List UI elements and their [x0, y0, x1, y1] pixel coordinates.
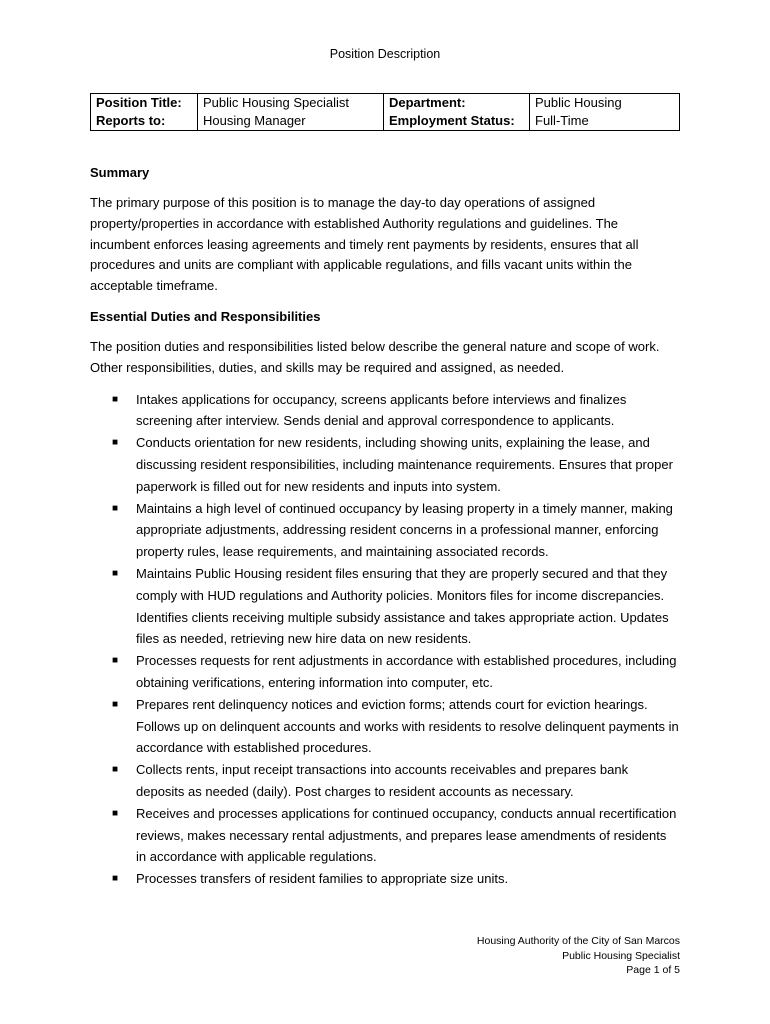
- square-bullet-icon: ■: [112, 567, 119, 579]
- info-row: [91, 94, 680, 113]
- footer-position: Public Housing Specialist: [562, 949, 680, 962]
- square-bullet-icon: ■: [112, 655, 119, 667]
- square-bullet-icon: ■: [112, 807, 119, 819]
- square-bullet-icon: ■: [112, 502, 119, 514]
- square-bullet-icon: ■: [112, 437, 119, 449]
- footer-page-number: Page 1 of 5: [626, 964, 680, 976]
- position-title-label: Position Title:: [91, 94, 198, 113]
- square-bullet-icon: ■: [112, 764, 119, 776]
- document-body: [90, 163, 680, 890]
- footer-organization: Housing Authority of the City of San Marcos: [476, 935, 680, 947]
- duty-text: Collects rents, input receipt transactions into accounts receivables and prepares bank deposits as needed (daily). Post charges to resident accounts as necessary.: [136, 762, 629, 799]
- list-item: [112, 389, 680, 433]
- square-bullet-icon: ■: [112, 698, 119, 710]
- duties-intro: The position duties and responsibilities listed below describe the general nature and scope of work. Other responsibilities, duties, and skills may be required and assigned, as needed.: [90, 338, 660, 375]
- list-item: [112, 759, 680, 803]
- reports-to-label: Reports to:: [91, 112, 198, 131]
- duties-heading: Essential Duties and Responsibilities: [90, 308, 321, 324]
- duty-text: Conducts orientation for new residents, including showing units, explaining the lease, and discussing resident responsibilities, including maintenance requirements. Ensures that proper paperwork is filled out for new residents and inputs into system.: [136, 435, 673, 494]
- info-row: [91, 112, 680, 131]
- page-footer: [477, 934, 680, 978]
- list-item: [112, 563, 680, 650]
- list-item: [112, 498, 680, 563]
- department-value: Public Housing: [530, 94, 680, 113]
- position-title-value: Public Housing Specialist: [198, 94, 384, 113]
- summary-heading: Summary: [90, 165, 150, 180]
- duties-list: [90, 389, 680, 890]
- duty-text: Prepares rent delinquency notices and eviction forms; attends court for eviction hearings. Follows up on delinquent accounts and works with residents to resolve delinquent payments in accordance with established procedures.: [136, 696, 679, 756]
- list-item: [112, 803, 680, 868]
- position-info-table: [90, 93, 680, 131]
- duty-text: Processes requests for rent adjustments in accordance with established procedures, including obtaining verifications, entering information into computer, etc.: [136, 653, 677, 690]
- list-item: [112, 868, 680, 890]
- employment-status-value: Full-Time: [530, 112, 680, 131]
- duty-text: Processes transfers of resident families to appropriate size units.: [136, 871, 509, 887]
- employment-status-label: Employment Status:: [384, 112, 530, 131]
- duty-text: Intakes applications for occupancy, screens applicants before interviews and finalizes screening after interview. Sends denial and approval correspondence to applicants.: [136, 391, 627, 429]
- page-header: Position Description: [329, 47, 441, 61]
- reports-to-value: Housing Manager: [198, 112, 384, 131]
- summary-text: The primary purpose of this position is to manage the day-to day operations of assigned property/properties in accordance with established Authority regulations and guidelines. The incumbent enforces leasing agreements and timely rent payments by residents, ensures that all procedures and units are compliant with applicable regulations, and fills vacant units within the acceptable timeframe.: [90, 195, 639, 294]
- list-item: [112, 694, 680, 759]
- department-label: Department:: [384, 94, 530, 113]
- duty-text: Maintains Public Housing resident files ensuring that they are properly secured and that they comply with HUD regulations and Authority policies. Monitors files for income discrepancies. Identifies clients receiving multiple subsidy assistance and takes appropriate action. Updates files as needed, retrieving new hire data on new residents.: [136, 565, 669, 647]
- duty-text: Maintains a high level of continued occupancy by leasing property in a timely manner, making appropriate adjustments, addressing resident concerns in a professional manner, enforcing property rules, lease requirements, and maintaining associated records.: [136, 500, 673, 560]
- list-item: [112, 432, 680, 497]
- list-item: [112, 650, 680, 694]
- square-bullet-icon: ■: [112, 393, 119, 405]
- duty-text: Receives and processes applications for continued occupancy, conducts annual recertification reviews, makes necessary rental adjustments, and prepares lease amendments of residents in accordance with applicable regulations.: [136, 805, 677, 865]
- square-bullet-icon: ■: [112, 873, 119, 885]
